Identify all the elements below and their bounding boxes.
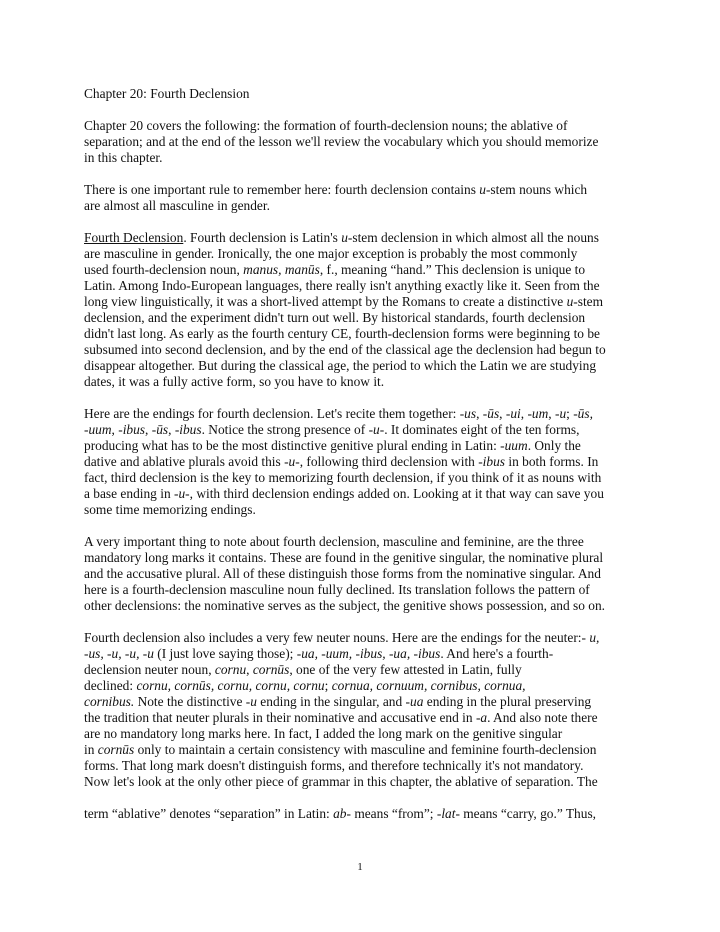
text-line: [84, 294, 603, 310]
latin-term: manus, manūs: [243, 262, 320, 277]
text-run: . Only the: [527, 438, 581, 453]
text-line: [84, 182, 587, 198]
text-line: [84, 406, 593, 422]
text-run: . Notice the strong presence of: [201, 422, 369, 437]
text-run: means “from”;: [350, 806, 437, 821]
text-run: only to maintain a certain consistency with masculine and feminine fourth-declension: [134, 742, 597, 757]
text-run: Chapter 20 covers the following: the formation of fourth-declension nouns; the ablative of: [84, 118, 568, 133]
text-line: [84, 726, 562, 742]
page-title: [84, 86, 250, 102]
text-line: [84, 230, 599, 246]
text-run: are almost all masculine in gender.: [84, 198, 270, 213]
latin-term: -u-: [284, 454, 300, 469]
text-run: and the accusative plural. All of these distinguish those forms from the nominative singular. And: [84, 566, 601, 581]
text-line: [84, 646, 553, 662]
text-run: ,: [520, 406, 528, 421]
latin-term: -uum: [84, 422, 112, 437]
text-run: dates, it was a fully active form, so you have to know it.: [84, 374, 385, 389]
text-run: fact, third declension is the key to memorizing fourth declension, if you think of it as nouns with: [84, 470, 602, 485]
text-run: Now let's look at the only other piece of grammar in this chapter, the ablative of separation. The: [84, 774, 598, 789]
text-line: [84, 454, 598, 470]
text-line: [84, 422, 579, 438]
text-run: long view linguistically, it was a short-lived attempt by the Romans to create a distinctive: [84, 294, 567, 309]
text-run: here is a fourth-declension masculine noun fully declined. Its translation follows the pattern of: [84, 582, 590, 597]
latin-term: u: [566, 294, 574, 309]
text-run: . Fourth declension is Latin's: [183, 230, 342, 245]
text-line: [84, 710, 598, 726]
text-run: didn't last long. As early as the fourth century CE, fourth-declension forms were beginning to be: [84, 326, 600, 341]
latin-term: -us, -u, -u, -u: [84, 646, 154, 661]
text-run: in this chapter.: [84, 150, 163, 165]
latin-term: -ibus: [118, 422, 146, 437]
text-line: [84, 598, 605, 614]
latin-term: -u: [245, 694, 257, 709]
text-run: , f., meaning “hand.” This declension is unique to: [319, 262, 586, 277]
text-line: [84, 358, 596, 374]
text-line: [84, 758, 583, 774]
text-line: [84, 566, 601, 582]
text-line: [84, 486, 604, 502]
text-line: [84, 630, 599, 646]
text-run: subsumed into second declension, and by the end of the classical age the declension had begun to: [84, 342, 606, 357]
latin-term: -ibus: [174, 422, 202, 437]
text-run: -stem: [573, 294, 604, 309]
latin-term: -us: [459, 406, 477, 421]
text-line: [84, 774, 598, 790]
text-run: producing what has to be the most distinctive genitive plural ending in Latin:: [84, 438, 501, 453]
latin-term: -ua: [405, 694, 424, 709]
latin-term: -a: [475, 710, 488, 725]
latin-term: -ua, -uum, -ibus, -ua, -ibus: [296, 646, 441, 661]
text-run: There is one important rule to remember here: fourth declension contains: [84, 182, 480, 197]
latin-term: -u-: [368, 422, 385, 437]
latin-term: cornu: [214, 662, 247, 677]
text-run: ;: [566, 406, 574, 421]
text-line: [84, 534, 584, 550]
text-line: [84, 278, 600, 294]
text-run: Note the distinctive: [134, 694, 246, 709]
text-run: -stem nouns which: [485, 182, 588, 197]
text-run: other declensions: the nominative serves as the subject, the genitive shows possession, and so on.: [84, 598, 606, 613]
text-run: -stem declension in which almost all the nouns: [347, 230, 599, 245]
text-line: [84, 134, 598, 150]
latin-term: -ūs,: [573, 406, 593, 421]
text-run: ,: [548, 406, 555, 421]
text-line: [84, 694, 591, 710]
text-run: ,: [168, 422, 175, 437]
text-run: , following third declension with: [299, 454, 479, 469]
latin-term: -u-: [174, 486, 190, 501]
text-run: mandatory long marks it contains. These are found in the genitive singular, the nominative plural: [84, 550, 604, 565]
latin-term: cornibus.: [84, 694, 135, 709]
text-line: [84, 374, 384, 390]
text-line: [84, 246, 577, 262]
text-run: ,: [476, 406, 483, 421]
text-line: [84, 310, 585, 326]
text-run: a base ending in: [84, 486, 174, 501]
latin-term: cornua, cornuum, cornibus, cornua,: [331, 678, 526, 693]
text-run: Fourth declension also includes a very few neuter nouns. Here are the endings for the neuter:-: [84, 630, 590, 645]
text-run: ,: [499, 406, 506, 421]
text-run: disappear altogether. But during the classical age, the period to which the Latin we are studying: [84, 358, 597, 373]
text-run: ;: [324, 678, 332, 693]
text-run: ,: [145, 422, 152, 437]
text-line: [84, 438, 581, 454]
text-run: are masculine in gender. Ironically, the one major exception is probably the most commonly: [84, 246, 578, 261]
section-heading: Fourth Declension: [84, 230, 184, 245]
latin-term: -ui: [505, 406, 521, 421]
text-run: means “carry, go.” Thus,: [459, 806, 597, 821]
latin-term: -ūs: [151, 422, 169, 437]
latin-term: -lat-: [436, 806, 460, 821]
text-run: (I just love saying those);: [153, 646, 297, 661]
text-run: in both forms. In: [505, 454, 599, 469]
text-run: in: [84, 742, 98, 757]
latin-term: u,: [589, 630, 600, 645]
text-run: A very important thing to note about fourth declension, masculine and feminine, are the three: [84, 534, 584, 549]
text-line: [84, 806, 596, 822]
text-line: [84, 326, 600, 342]
text-run: ,: [246, 662, 253, 677]
latin-term: cornūs: [252, 662, 290, 677]
latin-term: cornūs: [97, 742, 135, 757]
text-line: [84, 262, 585, 278]
text-line: [84, 342, 606, 358]
text-line: [84, 678, 526, 694]
text-line: [84, 198, 270, 214]
text-line: [84, 662, 522, 678]
latin-term: -ūs: [482, 406, 500, 421]
text-line: [84, 582, 590, 598]
text-run: . And also note there: [487, 710, 598, 725]
text-line: [84, 470, 601, 486]
text-run: , one of the very few attested in Latin, fully: [289, 662, 522, 677]
latin-term: cornu, cornūs, cornu, cornu, cornu: [136, 678, 325, 693]
text-run: used fourth-declension noun,: [84, 262, 244, 277]
text-run: . It dominates eight of the ten forms,: [384, 422, 580, 437]
text-run: dative and ablative plurals avoid this: [84, 454, 285, 469]
text-run: , with third declension endings added on. Looking at it that way can save you: [189, 486, 604, 501]
latin-term: u: [341, 230, 348, 245]
latin-term: ab-: [333, 806, 351, 821]
latin-term: u: [479, 182, 486, 197]
text-run: declined:: [84, 678, 137, 693]
text-run: ending in the plural preserving: [423, 694, 592, 709]
page-number: 1: [357, 861, 363, 873]
text-line: [84, 502, 256, 518]
text-run: . And here's a fourth-: [440, 646, 554, 661]
text-run: ,: [111, 422, 119, 437]
text-run: some time memorizing endings.: [84, 502, 256, 517]
text-run: Here are the endings for fourth declension. Let's recite them together:: [84, 406, 460, 421]
text-run: separation; and at the end of the lesson we'll review the vocabulary which you should memorize: [84, 134, 599, 149]
text-run: the tradition that neuter plurals in their nominative and accusative end in: [84, 710, 476, 725]
text-run: Latin. Among Indo-European languages, there really isn't anything exactly like it. Seen from the: [84, 278, 600, 293]
latin-term: -u: [554, 406, 567, 421]
text-run: forms. That long mark doesn't distinguish forms, and therefore technically it's not mandatory.: [84, 758, 584, 773]
latin-term: -ibus: [478, 454, 506, 469]
text-run: term “ablative” denotes “separation” in Latin:: [84, 806, 334, 821]
text-run: declension neuter noun,: [84, 662, 215, 677]
text-run: Chapter 20: Fourth Declension: [84, 86, 250, 101]
text-run: declension, and the experiment didn't turn out well. By historical standards, fourth declension: [84, 310, 586, 325]
text-line: [84, 118, 567, 134]
text-run: ending in the singular, and: [256, 694, 406, 709]
latin-term: -uum: [500, 438, 528, 453]
text-line: [84, 550, 603, 566]
text-run: are no mandatory long marks here. In fact, I added the long mark on the genitive singular: [84, 726, 563, 741]
text-line: [84, 742, 596, 758]
latin-term: -um: [527, 406, 549, 421]
text-line: [84, 150, 162, 166]
